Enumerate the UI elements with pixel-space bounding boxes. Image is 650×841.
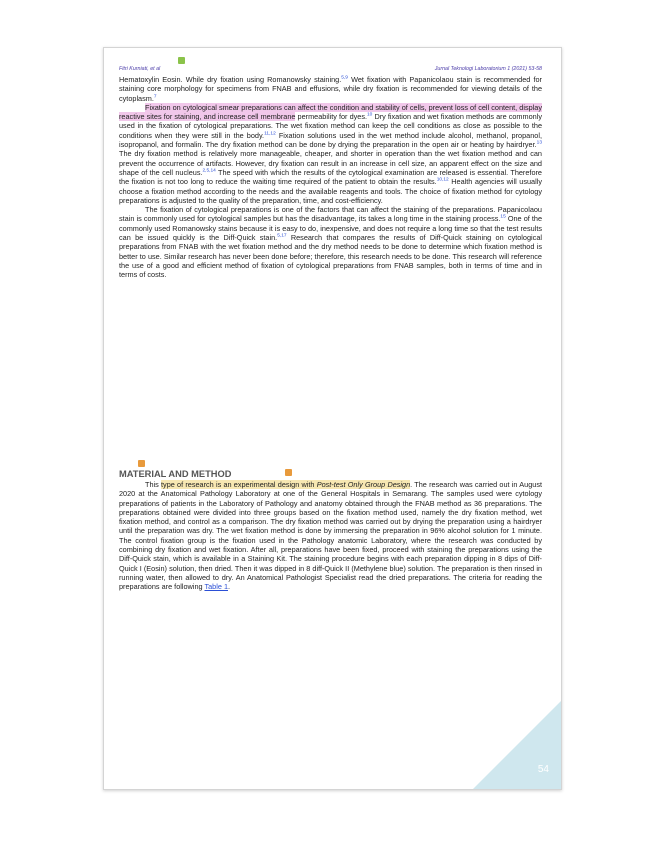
paragraph-4 [119, 480, 542, 592]
running-header [119, 66, 542, 72]
text: Health agencies will usually choose a fixation method according to the needs and the available reagents and tools. The choice of fixation method for cytology preparations is adjusted to the quality of the preparation, time, and cost-efficiency. [119, 177, 542, 205]
header-journal: Jurnal Teknologi Laboratorium 1 (2021) 53-58 [434, 66, 542, 72]
text: . The research was carried out in August 2020 at the Anatomical Pathology Laboratory at one of the General Hospitals in Semarang. The samples used were cytology preparations of patients in the Laboratory of Pathology and anatomy obtained through the FNAB method as 36 preparations. The preparations obtained were divided into three groups based on the fixation method used, namely the dry fixation method, wet fixation method, and control as a comparison. The dry fixation method was carried out by drying the preparation using a hairdryer until the preparation was dry. The wet fixation method is done by immersing the preparation in 96% alcohol solution for 1 minute. The control fixation group is the fixation used in the Pathology anatomic Laboratory, where the research was conducted by combining dry fixation and wet fixation. After all, preparations have been fixed, proceed with staining the preparations using the Diff-Quick stain, which is available in a Staining Kit. The staining procedure begins with each preparation dipping in 8 dips of Diff-Quick I (Eosin) solution, then dried. Then it was dipped in 8 diff-Quick II (Methylene blue) solution. The preparation is then rinsed in running water, then allowed to dry. An Anatomical Pathologist Specialist read the dried preparations. The criteria for reading the preparations are following [119, 480, 543, 592]
text: The fixation of cytological preparations is one of the factors that can affect the staining of the preparations. Papanicolaou stain is commonly used for cytological samples but has the disadvantage, its takes a long time in the staining process. [119, 205, 542, 224]
highlighted-text[interactable]: type of research is an experimental design with [161, 480, 317, 489]
header-authors: Fitri Kurniati, et al [119, 66, 161, 72]
text: Research that compares the results of Diff-Quick staining on cytological preparations from FNAB with the wet fixation method and the dry method needs to be done to determine which fixation method is better to use. Similar research has never been done before; therefore, this research needs to be done. This research will reference the use of a good and efficient method of fixation of cytological preparations from FNAB samples, both in terms of time and in terms of costs. [119, 233, 542, 280]
highlighted-text[interactable]: Post-test Only Group Design [316, 480, 411, 489]
text: The dry fixation method is relatively more manageable, cheaper, and shorter in operation than the wet fixation method and can prevent the occurrence of artifacts. However, dry fixation can result in an increase in cell size, an apparent effect on the size and shape of the cell nucleus. [119, 149, 542, 177]
citation-link[interactable]: 11,12 [264, 131, 276, 137]
annotation-marker[interactable] [178, 57, 185, 64]
text: Wet fixation with Papanicolaou stain is recommended for staining core morphology for specimens from FNAB and effusions, while dry fixation is recommended for viewing details of the cytoplasm. [119, 75, 542, 103]
text: permeability for dyes. [295, 112, 368, 122]
citation-link[interactable]: 15 [500, 215, 506, 221]
annotation-marker[interactable] [285, 469, 292, 476]
body-text-top [119, 75, 542, 280]
annotation-marker[interactable] [138, 460, 145, 467]
page-number: 54 [537, 764, 549, 775]
citation-link[interactable]: 7 [153, 94, 157, 100]
paragraph-1 [119, 75, 542, 103]
page-corner-decoration [473, 701, 561, 789]
paragraph-2 [119, 103, 542, 205]
citation-link[interactable]: 2,5,14 [202, 168, 216, 174]
citation-link[interactable]: 5,9 [341, 75, 348, 81]
text: This [145, 480, 162, 489]
section-heading: MATERIAL AND METHOD [119, 469, 232, 479]
text: . [228, 582, 231, 592]
document-page [103, 47, 562, 790]
body-text-methods [119, 480, 542, 592]
text: Hematoxylin Eosin. While dry fixation using Romanowsky staining. [119, 75, 342, 84]
text: Dry fixation and wet fixation methods are commonly used in the fixation of cytological preparations. The wet fixation method can keep the cell conditions as close as possible to the conditions when they were still in the body. [119, 112, 542, 140]
paragraph-3 [119, 205, 542, 279]
citation-link[interactable]: 13 [536, 140, 542, 146]
citation-link[interactable]: 10 [367, 112, 373, 118]
table-link[interactable]: Table 1 [204, 582, 228, 592]
citation-link[interactable]: 5,17 [277, 233, 287, 239]
text: One of the commonly used Romanowsky stains because it is easy to do, inexpensive, and does not require a long time so that the test results can be issued quickly is the Diff-Quick stain. [119, 214, 543, 243]
text: Fixation solutions used in the wet method include alcohol, methanol, propanol, isopropanol, and formalin. The dry fixation method can be done by drying the preparation in the open air or heating by hairdryer. [119, 130, 542, 150]
highlighted-text[interactable]: Fixation on cytological smear preparations can affect the condition and stability of cells, prevent loss of cell content, display reactive sites for staining, and increase cell membrane [119, 102, 542, 122]
citation-link[interactable]: 10,12 [436, 177, 449, 183]
text: The speed with which the results of the cytological examination are released is essential. Therefore the fixation is not too long to reduce the waiting time required of the patient to obtain the results. [119, 167, 542, 187]
